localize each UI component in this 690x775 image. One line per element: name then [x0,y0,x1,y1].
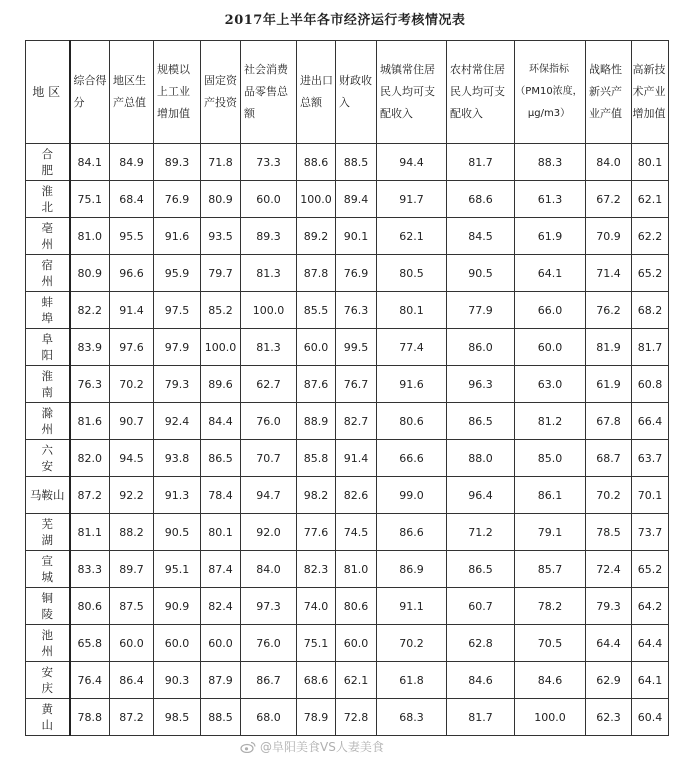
region-name-cell: 黄 山 [26,699,70,736]
score-cell: 62.9 [586,662,632,699]
score-cell: 95.9 [154,255,201,292]
score-cell: 80.1 [632,144,669,181]
score-cell: 99.5 [336,329,377,366]
score-cell: 90.9 [154,588,201,625]
score-cell: 85.2 [201,292,241,329]
score-cell: 78.9 [297,699,336,736]
region-name-cell: 芜 湖 [26,514,70,551]
table-row [26,366,669,403]
score-cell: 60.0 [201,625,241,662]
score-cell: 84.6 [515,662,586,699]
score-cell: 99.0 [377,477,447,514]
score-cell: 89.3 [241,218,297,255]
score-cell: 81.2 [515,403,586,440]
score-cell: 86.5 [201,440,241,477]
score-cell: 87.4 [201,551,241,588]
region-name-cell: 马鞍山 [26,477,70,514]
score-cell: 98.5 [154,699,201,736]
score-cell: 81.7 [447,699,515,736]
score-cell: 71.2 [447,514,515,551]
score-cell: 83.3 [70,551,110,588]
score-cell: 76.0 [241,403,297,440]
score-cell: 79.1 [515,514,586,551]
score-cell: 63.0 [515,366,586,403]
score-cell: 86.1 [515,477,586,514]
score-cell: 73.7 [632,514,669,551]
score-cell: 63.7 [632,440,669,477]
score-cell: 86.7 [241,662,297,699]
score-cell: 84.0 [586,144,632,181]
column-header-environment-index: 环保指标（PM10浓度，μg/m3） [515,41,586,144]
column-header-high-tech-value-added: 高新技术产业增加值 [632,41,669,144]
score-cell: 94.5 [110,440,154,477]
score-cell: 82.3 [297,551,336,588]
table-row [26,144,669,181]
score-cell: 65.2 [632,551,669,588]
region-name-cell: 阜 阳 [26,329,70,366]
region-name-cell: 亳 州 [26,218,70,255]
score-cell: 61.9 [515,218,586,255]
score-cell: 64.1 [632,662,669,699]
score-cell: 90.1 [336,218,377,255]
score-cell: 80.6 [70,588,110,625]
score-cell: 68.4 [110,181,154,218]
score-cell: 76.9 [154,181,201,218]
region-name-cell: 铜 陵 [26,588,70,625]
table-row [26,218,669,255]
score-cell: 91.4 [110,292,154,329]
column-header-region: 地 区 [26,41,70,144]
score-cell: 87.6 [297,366,336,403]
score-cell: 74.0 [297,588,336,625]
score-cell: 84.1 [70,144,110,181]
score-cell: 86.5 [447,403,515,440]
score-cell: 70.1 [632,477,669,514]
score-cell: 88.5 [201,699,241,736]
table-row [26,662,669,699]
score-cell: 96.3 [447,366,515,403]
score-cell: 77.6 [297,514,336,551]
score-cell: 80.9 [201,181,241,218]
region-name-cell: 宣 城 [26,551,70,588]
region-name-cell: 合 肥 [26,144,70,181]
weibo-icon [240,741,256,753]
score-cell: 65.8 [70,625,110,662]
score-cell: 68.7 [586,440,632,477]
column-header-composite-score: 综合得分 [70,41,110,144]
score-cell: 93.8 [154,440,201,477]
score-cell: 84.0 [241,551,297,588]
score-cell: 76.7 [336,366,377,403]
region-name-cell: 滁 州 [26,403,70,440]
score-cell: 68.3 [377,699,447,736]
score-cell: 62.8 [447,625,515,662]
score-cell: 62.1 [632,181,669,218]
score-cell: 92.4 [154,403,201,440]
score-cell: 70.2 [377,625,447,662]
score-cell: 85.0 [515,440,586,477]
score-cell: 96.4 [447,477,515,514]
score-cell: 60.0 [297,329,336,366]
score-cell: 97.5 [154,292,201,329]
score-cell: 75.1 [297,625,336,662]
score-cell: 67.8 [586,403,632,440]
score-cell: 91.1 [377,588,447,625]
score-cell: 81.3 [241,255,297,292]
score-cell: 90.7 [110,403,154,440]
region-name-cell: 安 庆 [26,662,70,699]
score-cell: 89.7 [110,551,154,588]
score-cell: 88.0 [447,440,515,477]
score-cell: 84.6 [447,662,515,699]
score-cell: 76.3 [70,366,110,403]
score-cell: 78.4 [201,477,241,514]
watermark [240,738,384,755]
score-cell: 60.0 [336,625,377,662]
score-cell: 70.7 [241,440,297,477]
score-cell: 92.0 [241,514,297,551]
table-row [26,329,669,366]
table-row [26,255,669,292]
score-cell: 60.0 [241,181,297,218]
score-cell: 62.1 [336,662,377,699]
table-row [26,403,669,440]
score-cell: 93.5 [201,218,241,255]
score-cell: 80.6 [377,403,447,440]
score-cell: 74.5 [336,514,377,551]
score-cell: 78.5 [586,514,632,551]
score-cell: 87.8 [297,255,336,292]
header-row [26,41,669,144]
score-cell: 76.0 [241,625,297,662]
score-cell: 85.7 [515,551,586,588]
score-cell: 90.5 [154,514,201,551]
table-body [26,144,669,736]
score-cell: 82.4 [201,588,241,625]
score-cell: 80.1 [377,292,447,329]
score-cell: 81.7 [632,329,669,366]
column-header-import-export: 进出口总额 [297,41,336,144]
score-cell: 94.7 [241,477,297,514]
score-cell: 81.0 [336,551,377,588]
score-cell: 80.9 [70,255,110,292]
score-cell: 89.3 [154,144,201,181]
score-cell: 77.4 [377,329,447,366]
score-cell: 91.7 [377,181,447,218]
score-cell: 80.6 [336,588,377,625]
score-cell: 83.9 [70,329,110,366]
score-cell: 86.5 [447,551,515,588]
score-cell: 76.2 [586,292,632,329]
score-cell: 75.1 [70,181,110,218]
score-cell: 82.2 [70,292,110,329]
score-cell: 82.7 [336,403,377,440]
score-cell: 97.3 [241,588,297,625]
score-cell: 100.0 [201,329,241,366]
score-cell: 67.2 [586,181,632,218]
score-cell: 62.1 [377,218,447,255]
page-title: 2017年上半年各市经济运行考核情况表 [224,13,466,28]
score-cell: 76.4 [70,662,110,699]
score-cell: 100.0 [515,699,586,736]
region-name-cell: 六 安 [26,440,70,477]
score-cell: 82.0 [70,440,110,477]
assessment-table [25,40,669,736]
score-cell: 87.5 [110,588,154,625]
score-cell: 64.4 [586,625,632,662]
score-cell: 76.9 [336,255,377,292]
score-cell: 90.3 [154,662,201,699]
column-header-urban-income: 城镇常住居民人均可支配收入 [377,41,447,144]
score-cell: 82.6 [336,477,377,514]
score-cell: 60.0 [515,329,586,366]
score-cell: 60.8 [632,366,669,403]
score-cell: 78.8 [70,699,110,736]
score-cell: 88.2 [110,514,154,551]
score-cell: 91.3 [154,477,201,514]
score-cell: 60.0 [154,625,201,662]
score-cell: 88.9 [297,403,336,440]
score-cell: 61.3 [515,181,586,218]
score-cell: 84.5 [447,218,515,255]
score-cell: 89.6 [201,366,241,403]
score-cell: 86.9 [377,551,447,588]
score-cell: 76.3 [336,292,377,329]
score-cell: 94.4 [377,144,447,181]
score-cell: 100.0 [297,181,336,218]
score-cell: 96.6 [110,255,154,292]
score-cell: 86.0 [447,329,515,366]
score-cell: 71.4 [586,255,632,292]
table-row [26,625,669,662]
region-name-cell: 蚌 埠 [26,292,70,329]
score-cell: 70.5 [515,625,586,662]
score-cell: 66.4 [632,403,669,440]
score-cell: 91.6 [377,366,447,403]
score-cell: 62.2 [632,218,669,255]
column-header-emerging-industry-output: 战略性新兴产业产值 [586,41,632,144]
score-cell: 88.5 [336,144,377,181]
table-row [26,551,669,588]
table-row [26,181,669,218]
score-cell: 98.2 [297,477,336,514]
score-cell: 60.4 [632,699,669,736]
score-cell: 66.0 [515,292,586,329]
score-cell: 95.1 [154,551,201,588]
score-cell: 97.9 [154,329,201,366]
watermark-text: @阜阳美食VS人妻美食 [260,740,384,754]
table-row [26,477,669,514]
score-cell: 85.5 [297,292,336,329]
score-cell: 70.2 [110,366,154,403]
score-cell: 62.3 [586,699,632,736]
score-cell: 68.2 [632,292,669,329]
score-cell: 70.2 [586,477,632,514]
table-row [26,699,669,736]
score-cell: 85.8 [297,440,336,477]
table-row [26,440,669,477]
score-cell: 79.3 [154,366,201,403]
score-cell: 81.9 [586,329,632,366]
score-cell: 100.0 [241,292,297,329]
score-cell: 81.1 [70,514,110,551]
score-cell: 68.6 [297,662,336,699]
score-cell: 88.3 [515,144,586,181]
score-cell: 86.6 [377,514,447,551]
score-cell: 81.6 [70,403,110,440]
score-cell: 79.3 [586,588,632,625]
column-header-industrial-value-added: 规模以上工业增加值 [154,41,201,144]
score-cell: 68.6 [447,181,515,218]
score-cell: 79.7 [201,255,241,292]
score-cell: 84.9 [110,144,154,181]
score-cell: 80.1 [201,514,241,551]
score-cell: 89.2 [297,218,336,255]
score-cell: 68.0 [241,699,297,736]
column-header-fiscal-revenue: 财政收入 [336,41,377,144]
score-cell: 87.9 [201,662,241,699]
score-cell: 80.5 [377,255,447,292]
score-cell: 61.8 [377,662,447,699]
table-row [26,292,669,329]
score-cell: 87.2 [70,477,110,514]
score-cell: 81.7 [447,144,515,181]
score-cell: 91.6 [154,218,201,255]
column-header-retail-sales: 社会消费品零售总额 [241,41,297,144]
score-cell: 78.2 [515,588,586,625]
score-cell: 72.8 [336,699,377,736]
score-cell: 65.2 [632,255,669,292]
table-row [26,514,669,551]
score-cell: 97.6 [110,329,154,366]
score-cell: 86.4 [110,662,154,699]
region-name-cell: 淮 南 [26,366,70,403]
score-cell: 64.4 [632,625,669,662]
column-header-gdp: 地区生产总值 [110,41,154,144]
score-cell: 81.3 [241,329,297,366]
score-cell: 89.4 [336,181,377,218]
score-cell: 72.4 [586,551,632,588]
score-cell: 90.5 [447,255,515,292]
score-cell: 70.9 [586,218,632,255]
column-header-rural-income: 农村常住居民人均可支配收入 [447,41,515,144]
score-cell: 88.6 [297,144,336,181]
score-cell: 73.3 [241,144,297,181]
score-cell: 61.9 [586,366,632,403]
score-cell: 66.6 [377,440,447,477]
score-cell: 64.2 [632,588,669,625]
score-cell: 62.7 [241,366,297,403]
score-cell: 84.4 [201,403,241,440]
score-cell: 95.5 [110,218,154,255]
score-cell: 60.0 [110,625,154,662]
score-cell: 81.0 [70,218,110,255]
score-cell: 64.1 [515,255,586,292]
score-cell: 77.9 [447,292,515,329]
region-name-cell: 淮 北 [26,181,70,218]
score-cell: 60.7 [447,588,515,625]
score-cell: 71.8 [201,144,241,181]
table-row [26,588,669,625]
score-cell: 91.4 [336,440,377,477]
region-name-cell: 池 州 [26,625,70,662]
column-header-fixed-asset-investment: 固定资产投资 [201,41,241,144]
score-cell: 92.2 [110,477,154,514]
score-cell: 87.2 [110,699,154,736]
region-name-cell: 宿 州 [26,255,70,292]
